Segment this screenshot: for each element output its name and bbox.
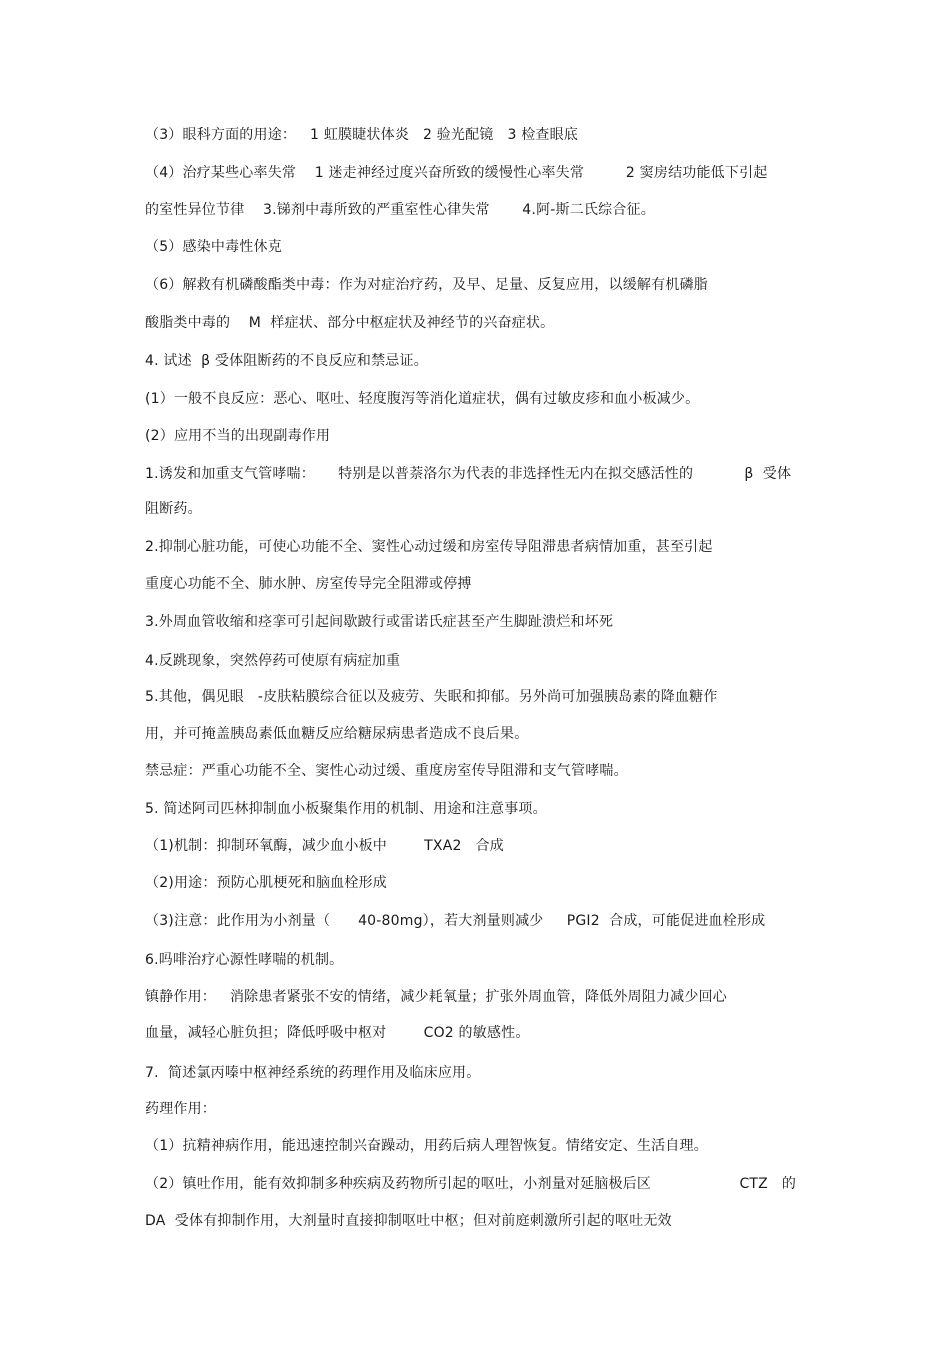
text-line: 3.外周血管收缩和痉挛可引起间歇跛行或雷诺氏症甚至产生脚趾溃烂和坏死 [145,614,614,630]
text-line: （3)注意：此作用为小剂量（ 40-80mg），若大剂量则减少 PGI2 合成，可能促进血栓形成 [145,913,766,929]
text-line: 禁忌症：严重心功能不全、窦性心动过缓、重度房室传导阻滞和支气管哮喘。 [145,763,628,779]
text-line: （4）治疗某些心率失常 1 迷走神经过度兴奋所致的缓慢性心率失常 2 窦房结功能低下引起 [145,165,768,181]
text-line: 重度心功能不全、肺水肿、房室传导完全阻滞或停搏 [145,576,472,592]
text-line: （2)用途：预防心肌梗死和脑血栓形成 [145,875,387,891]
question-heading: 4. 试述 β 受体阻断药的不良反应和禁忌证。 [145,353,428,369]
text-line: 酸脂类中毒的 M 样症状、部分中枢症状及神经节的兴奋症状。 [145,315,555,331]
text-line: 药理作用： [145,1101,216,1117]
text-line: 的室性异位节律 3.锑剂中毒所致的严重室性心律失常 4.阿-斯二氏综合征。 [145,202,655,218]
text-line: 2.抑制心脏功能，可使心功能不全、窦性心动过缓和房室传导阻滞患者病情加重，甚至引起 [145,539,713,555]
question-heading: 7. 简述氯丙嗪中枢神经系统的药理作用及临床应用。 [145,1065,481,1081]
text-line: 1.诱发和加重支气管哮喘： 特别是以普萘洛尔为代表的非选择性无内在拟交感活性的 β 受体 [145,466,792,482]
text-line: （2）镇吐作用，能有效抑制多种疾病及药物所引起的呕吐，小剂量对延脑极后区 CTZ 的 [145,1176,797,1192]
text-line: （6）解救有机磷酸酯类中毒：作为对症治疗药，及早、足量、反复应用，以缓解有机磷脂 [145,277,708,293]
text-line: 阻断药。 [145,501,202,517]
text-line: 用，并可掩盖胰岛素低血糖反应给糖尿病患者造成不良后果。 [145,726,529,742]
question-heading: 6.吗啡治疗心源性哮喘的机制。 [145,952,344,968]
text-line: 4.反跳现象，突然停药可使原有病症加重 [145,653,401,669]
text-line: （1）抗精神病作用，能迅速控制兴奋躁动，用药后病人理智恢复。情绪安定、生活自理。 [145,1138,708,1154]
text-line: (2）应用不当的出现副毒作用 [145,428,331,444]
text-line: 镇静作用： 消除患者紧张不安的情绪，减少耗氧量；扩张外周血管，降低外周阻力减少回心 [145,989,727,1005]
text-line: （1)机制：抑制环氧酶，减少血小板中 TXA2 合成 [145,838,504,854]
text-line: （5）感染中毒性休克 [145,239,282,255]
text-line: DA 受体有抑制作用，大剂量时直接抑制呕吐中枢；但对前庭刺激所引起的呕吐无效 [145,1213,672,1229]
text-line: （3）眼科方面的用途： 1 虹膜睫状体炎 2 验光配镜 3 检查眼底 [145,127,579,143]
text-line: (1）一般不良反应：恶心、呕吐、轻度腹泻等消化道症状，偶有过敏皮疹和血小板减少。 [145,391,700,407]
text-line: 5.其他，偶见眼 -皮肤粘膜综合征以及疲劳、失眠和抑郁。另外尚可加强胰岛素的降血糖作 [145,689,718,705]
question-heading: 5. 简述阿司匹林抑制血小板聚集作用的机制、用途和注意事项。 [145,801,547,817]
text-line: 血量，减轻心脏负担；降低呼吸中枢对 CO2 的敏感性。 [145,1025,530,1041]
